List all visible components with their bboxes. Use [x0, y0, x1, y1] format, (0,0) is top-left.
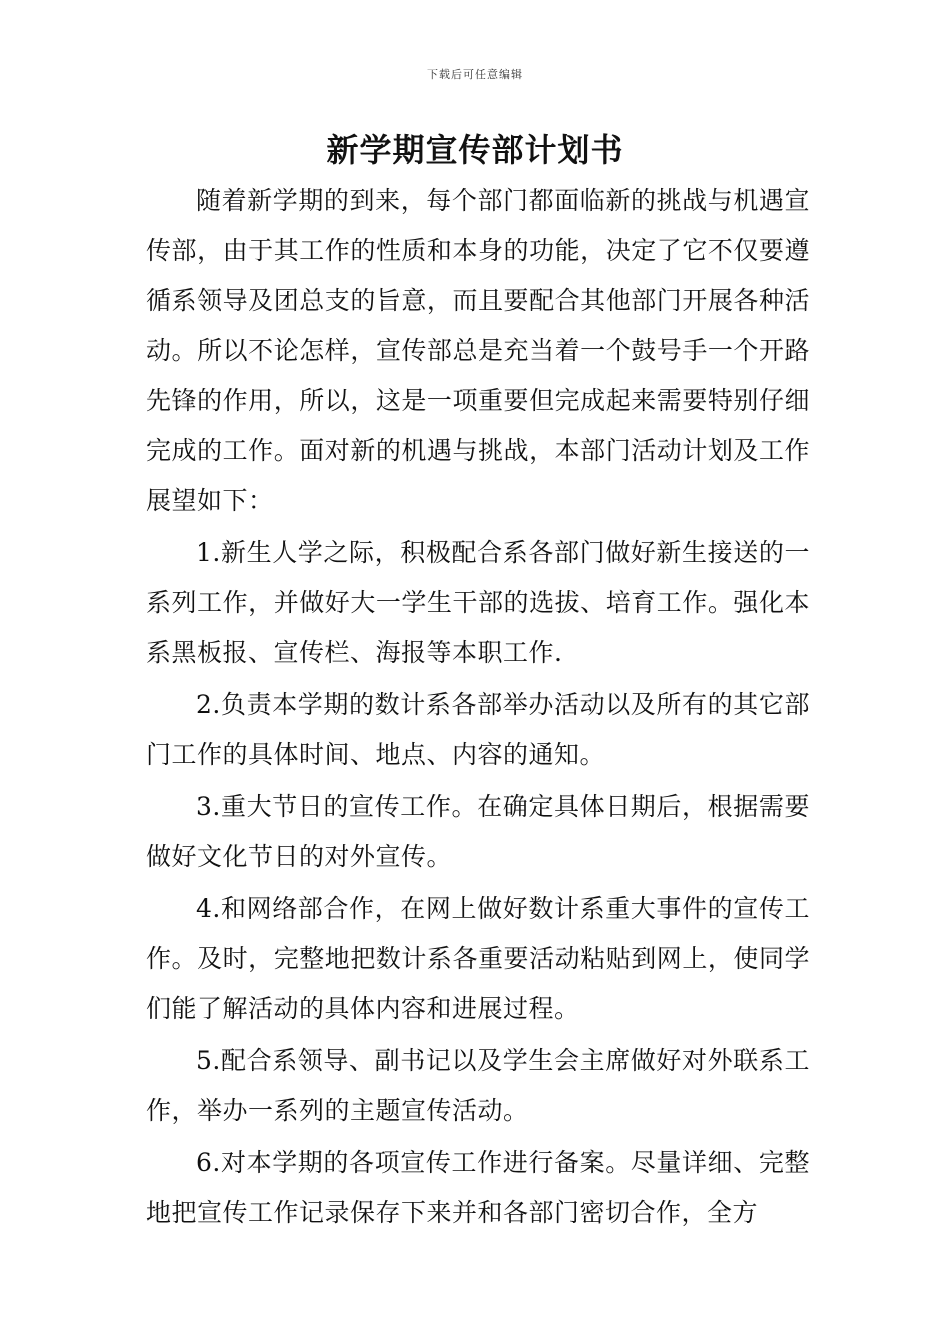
paragraph-item-3: 3.重大节日的宣传工作。在确定具体日期后，根据需要做好文化节日的对外宣传。 [146, 792, 810, 871]
header-note: 下载后可任意编辑 [427, 68, 523, 81]
paragraph-item-4: 4.和网络部合作，在网上做好数计系重大事件的宣传工作。及时，完整地把数计系各重要活动粘贴到网上，使同学们能了解活动的具体内容和进展过程。 [146, 894, 810, 1023]
paragraph-item-6: 6.对本学期的各项宣传工作进行备案。尽量详细、完整地把宣传工作记录保存下来并和各部门密切合作，全方 [146, 1148, 810, 1227]
paragraph-item-1: 1.新生人学之际，积极配合系各部门做好新生接送的一系列工作，并做好大一学生干部的选拔、培育工作。强化本系黑板报、宣传栏、海报等本职工作. [146, 538, 810, 667]
document-body [146, 176, 810, 1240]
paragraph-item-2: 2.负责本学期的数计系各部举办活动以及所有的其它部门工作的具体时间、地点、内容的通知。 [146, 690, 810, 769]
paragraph-item-5: 5.配合系领导、副书记以及学生会主席做好对外联系工作，举办一系列的主题宣传活动。 [146, 1046, 810, 1125]
paragraph-intro: 随着新学期的到来，每个部门都面临新的挑战与机遇宣传部，由于其工作的性质和本身的功能，决定了它不仅要遵循系领导及团总支的旨意，而且要配合其他部门开展各种活动。所以不论怎样，宣传部总是充当着一个鼓号手一个开路先锋的作用，所以，这是一项重要但完成起来需要特别仔细完成的工作。面对新的机遇与挑战，本部门活动计划及工作展望如下： [146, 186, 810, 515]
document-title: 新学期宣传部计划书 [326, 131, 624, 169]
